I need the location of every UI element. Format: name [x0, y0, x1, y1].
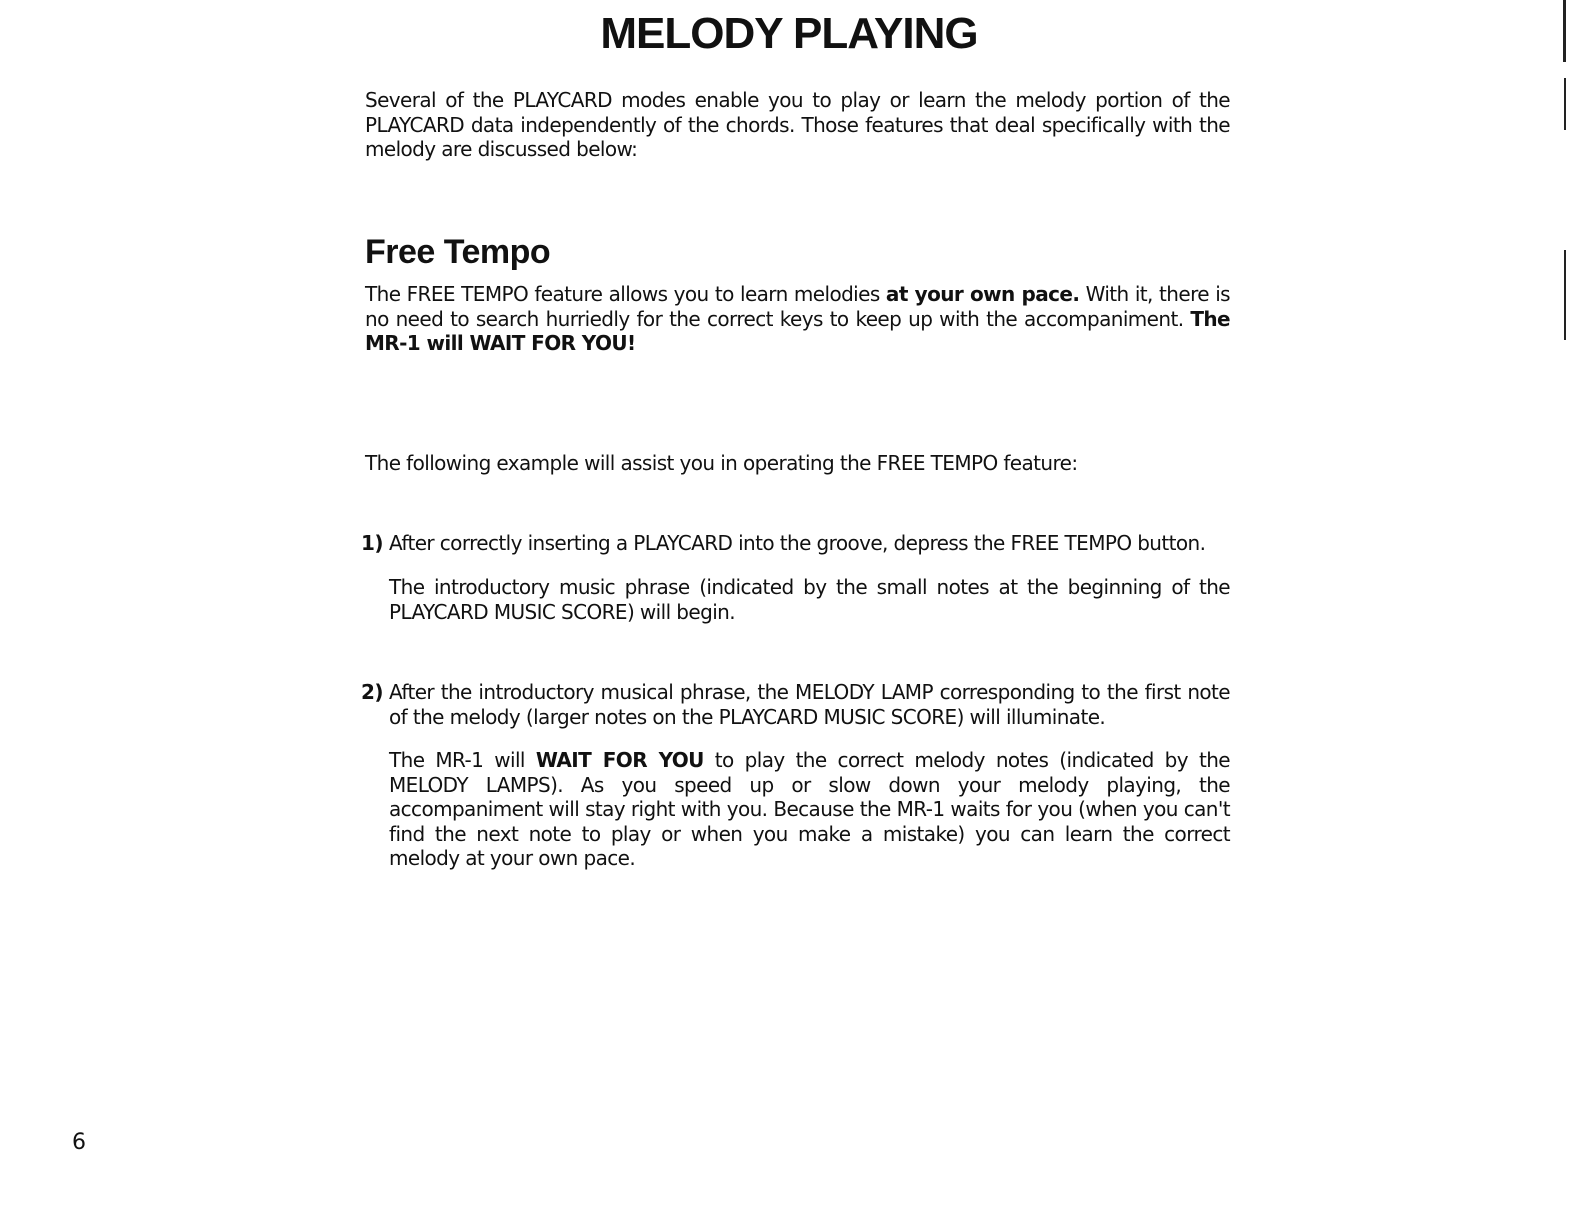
step-1-number: 1): [361, 531, 384, 555]
step-2-note-text-1: The MR-1 will: [389, 748, 536, 772]
free-tempo-bold-1: at your own pace.: [885, 282, 1080, 306]
scan-edge-mark-middle: [1564, 250, 1566, 340]
free-tempo-text-1: The FREE TEMPO feature allows you to learn melodies: [365, 282, 886, 306]
example-intro: The following example will assist you in operating the FREE TEMPO feature:: [365, 451, 1078, 475]
intro-paragraph: Several of the PLAYCARD modes enable you to play or learn the melody portion of the PLAYCARD data independently of the chords. Those features that deal specifically with the melody are discussed below:: [365, 88, 1230, 161]
step-1-text: After correctly inserting a PLAYCARD into the groove, depress the FREE TEMPO button.: [389, 531, 1206, 555]
free-tempo-text-2: With it, there is no need to search hurriedly for the correct keys to keep up with the accompaniment.: [365, 282, 1230, 331]
free-tempo-bold-2: The MR-1 will WAIT FOR YOU!: [365, 306, 1230, 355]
page-number: 6: [72, 1130, 86, 1155]
free-tempo-paragraph: [365, 282, 1230, 356]
step-2: [361, 680, 1230, 729]
step-1-note: The introductory music phrase (indicated by the small notes at the beginning of the PLAYCARD MUSIC SCORE) will begin.: [389, 575, 1230, 624]
step-2-note-bold: WAIT FOR YOU: [535, 748, 704, 772]
section-heading: Free Tempo: [365, 233, 551, 271]
step-2-number: 2): [361, 680, 384, 704]
step-2-text: After the introductory musical phrase, the MELODY LAMP corresponding to the first note of the melody (larger notes on the PLAYCARD MUSIC SCORE) will illuminate.: [389, 680, 1230, 729]
scan-edge-mark-top: [1563, 0, 1566, 62]
scan-edge-mark-upper: [1564, 78, 1566, 130]
page-title: MELODY PLAYING: [600, 9, 978, 58]
step-2-note-text-2: to play the correct melody notes (indicated by the MELODY LAMPS). As you speed up or slow down your melody playing, the accompaniment will stay right with you. Because the MR-1 waits for you (when you can't find the next note to play or when you make a mistake) you can learn the correct melody at your own pace.: [389, 748, 1230, 870]
step-2-note: [389, 748, 1230, 871]
step-1: [361, 531, 1230, 556]
